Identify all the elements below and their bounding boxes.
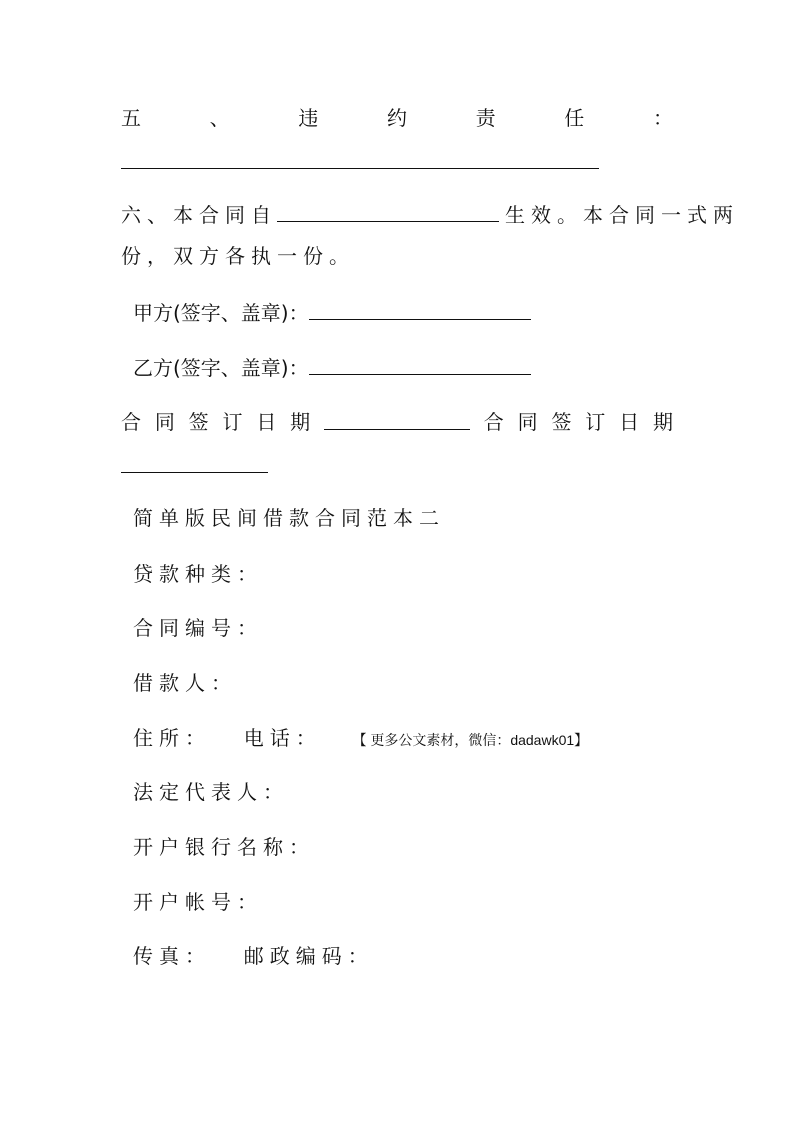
sign-date-char: 订 — [222, 410, 243, 434]
sign-date-char: 期 — [652, 410, 673, 434]
sign-date-char: 同 — [154, 410, 175, 434]
clause5-heading — [121, 104, 673, 132]
clause6-line1 — [121, 201, 739, 229]
sign-date-blank-1 — [324, 411, 470, 430]
address-phone-line — [133, 724, 588, 754]
party-b-label: 乙方(签字、盖章)： — [133, 356, 309, 380]
account-number-field: 开户帐号： — [133, 890, 263, 914]
sign-date-char: 期 — [290, 410, 311, 434]
sign-date-char: 日 — [256, 410, 277, 434]
borrower-field: 借款人： — [133, 671, 237, 695]
clause5-char: 责 — [475, 106, 496, 130]
fax-field: 传真： — [133, 944, 211, 968]
section-title: 简单版民间借款合同范本二 — [133, 506, 445, 530]
loan-type-field: 贷款种类： — [133, 562, 263, 586]
sign-date-char: 同 — [517, 410, 538, 434]
sign-date-line — [121, 408, 673, 436]
sign-date-blank-2 — [121, 472, 268, 473]
fax-postal-line — [133, 942, 374, 970]
legal-rep-field: 法定代表人： — [133, 780, 289, 804]
bank-name-field: 开户银行名称： — [133, 835, 315, 859]
clause5-char: 违 — [298, 106, 319, 130]
clause6-line2: 份，双方各执一份。 — [121, 244, 355, 268]
party-a-label: 甲方(签字、盖章)： — [133, 301, 309, 325]
sign-date-char: 合 — [483, 410, 504, 434]
party-a-line — [133, 299, 531, 327]
party-b-signature-blank — [309, 356, 531, 375]
party-a-signature-blank — [309, 301, 531, 320]
sign-date-char: 签 — [551, 410, 572, 434]
sign-date-char: 日 — [619, 410, 640, 434]
phone-field: 电话： — [243, 726, 322, 750]
clause5-char: ： — [652, 106, 673, 130]
clause5-char: 五 — [121, 106, 141, 130]
sign-date-char: 订 — [585, 410, 606, 434]
clause5-char: 约 — [386, 106, 407, 130]
postal-code-field: 邮政编码： — [243, 944, 374, 968]
sign-date-char: 签 — [188, 410, 209, 434]
clause5-char: 任 — [564, 106, 585, 130]
clause6-suffix: 生效。本合同一式两 — [505, 203, 739, 227]
sign-date-char: 合 — [121, 410, 141, 434]
address-field: 住所： — [133, 726, 211, 750]
clause6-prefix: 六、本合同自 — [121, 203, 277, 227]
clause5-char: 、 — [209, 106, 230, 130]
clause5-blank — [121, 168, 599, 169]
party-b-line — [133, 354, 531, 382]
promo-note: 【 更多公文素材，微信：dadawk01】 — [352, 732, 589, 748]
effective-date-blank — [277, 203, 499, 222]
contract-number-field: 合同编号： — [133, 616, 263, 640]
